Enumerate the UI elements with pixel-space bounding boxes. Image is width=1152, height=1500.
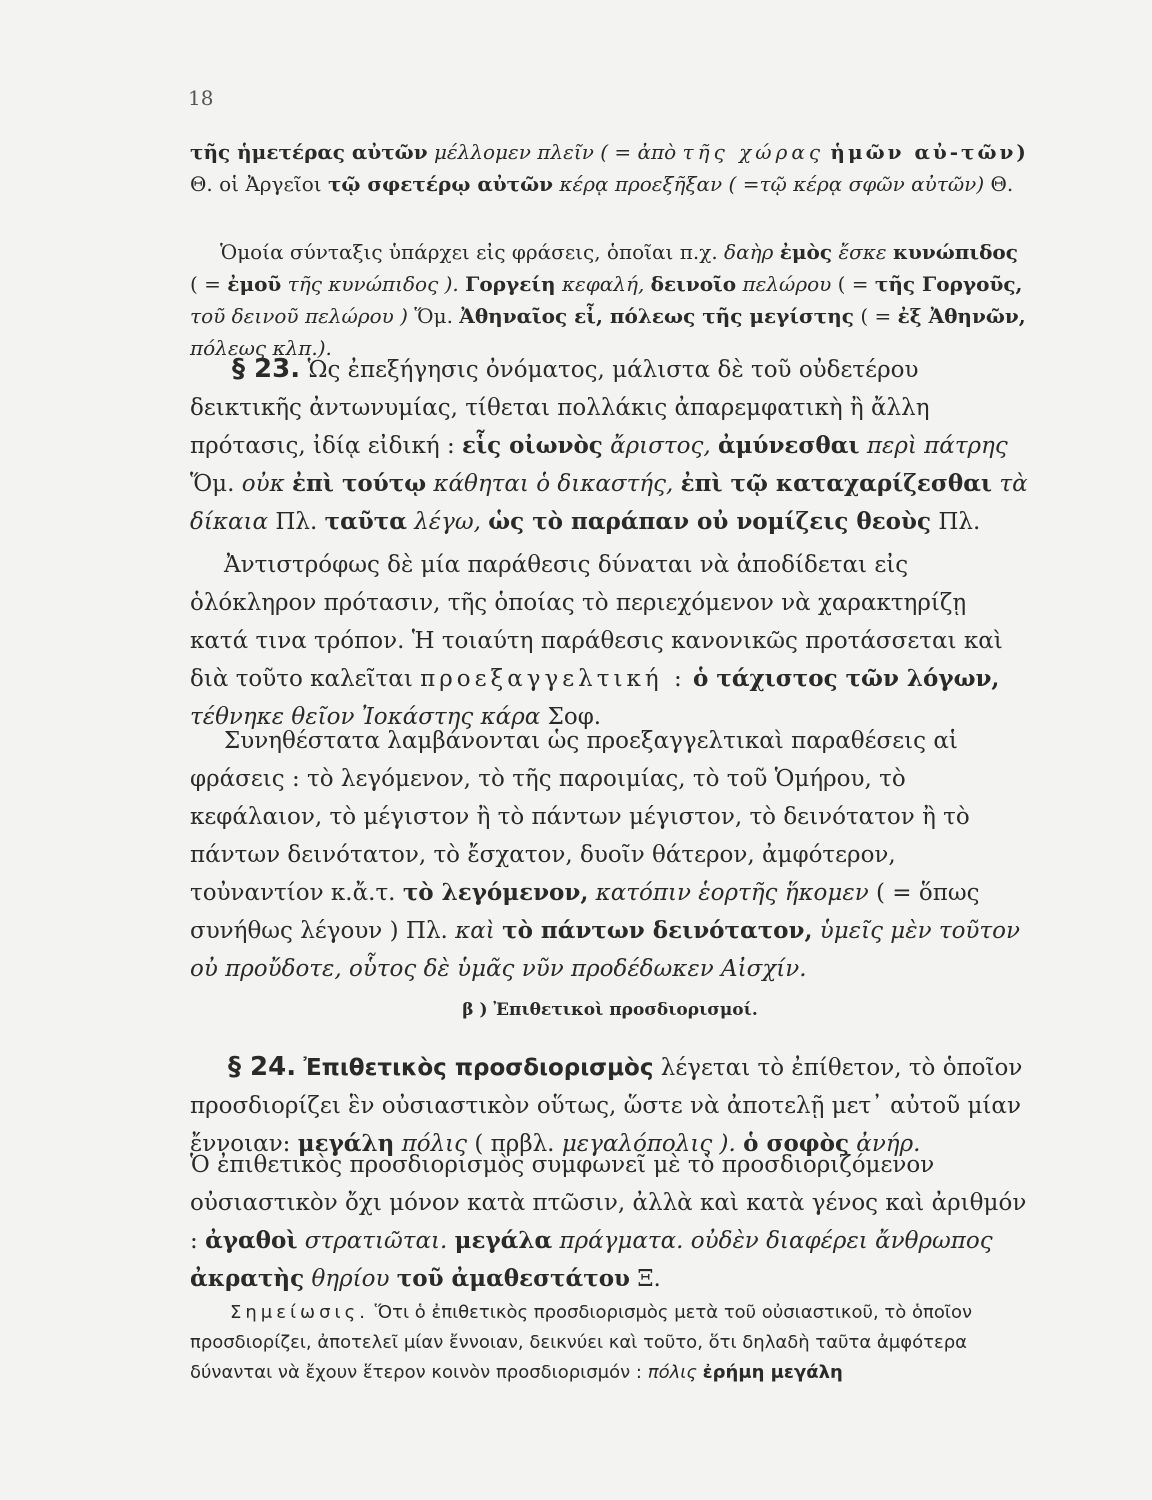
text: ( = (860, 304, 892, 328)
text: Συνηθέστατα λαμβάνονται ὡς προεξαγγελτικαὶ παραθέσεις αἱ φράσεις : τὸ λεγόμενον, τὸ τῆς παροιμίας, τὸ τοῦ Ὁμήρου, τὸ κεφάλαιον, τὸ μέγιστον ἢ τὸ πάντων μέγιστον, τὸ δεινότατον ἢ τὸ πάντων δεινότατον, τὸ ἔσχατον, δυοῖν θάτερον, ἀμφότερον, τοὐναντίον κ.ἄ.τ. (190, 728, 970, 906)
text: Ὅμ. (190, 471, 235, 497)
italic-text: πράγματα. οὐδὲν διαφέρει ἄνθρωπος (559, 1228, 993, 1254)
bold-text: Ἀθηναῖος εἶ, πόλεως τῆς μεγίστης (459, 304, 854, 328)
bold-text: μεγάλα (454, 1227, 553, 1254)
italic-text: στρατιῶται. (304, 1228, 448, 1254)
bold-spaced-text: ἡμῶν αὐ-τῶν) (830, 140, 1029, 164)
italic-text: λέγω, (414, 509, 481, 535)
italic-text: τοῦ δεινοῦ πελώρου ) (190, 304, 408, 328)
section-23 (190, 350, 1030, 541)
text: Πλ. (938, 509, 981, 535)
text: Ὁμοία σύνταξις ὑπάρχει εἰς φράσεις, ὁποῖαι π.χ. (220, 240, 718, 264)
bold-text: κυνώπιδος (892, 240, 1018, 264)
italic-text: πόλις (647, 1362, 697, 1383)
text: Ἀντιστρόφως δὲ μία παράθεσις δύναται νὰ ἀποδίδεται εἰς ὁλόκληρον πρότασιν, τῆς ὁποίας τὸ περιεχόμενον νὰ χαρακτηρίζῃ κατά τινα τρόπον. Ἡ τοιαύτη παράθεσις κανονικῶς προτάσσεται καὶ διὰ τοῦτο καλεῖται (190, 552, 1003, 692)
bold-text: τοῦ ἀμαθεστάτου (396, 1265, 631, 1292)
note-paragraph (190, 1298, 1030, 1388)
spaced-text: τῆς χώρας (682, 140, 825, 164)
bold-text: Γοργείη (465, 272, 556, 296)
subsection-heading: β ) Ἐπιθετικοὶ προσδιορισμοί. (462, 1000, 758, 1020)
bold-text: ἀγαθοὶ (205, 1227, 298, 1254)
text: Ξ. (637, 1266, 661, 1292)
italic-text: τὰ δίκαια (190, 471, 1028, 535)
text: ( = (190, 272, 221, 296)
italic-text: ἄριστος, (610, 433, 711, 459)
text: Θ. οἱ Ἀργεῖοι (190, 172, 322, 196)
paragraph-apposition (190, 546, 1030, 736)
italic-text: ἀνήρ. (856, 1131, 921, 1157)
italic-text: οὐκ (241, 471, 285, 497)
italic-text: πόλις (401, 1131, 468, 1157)
bold-text: ἀμύνεσθαι (717, 432, 860, 459)
text: ( = (837, 272, 869, 296)
italic-text: δαὴρ (724, 240, 774, 264)
italic-text: ἔσκε (838, 240, 887, 264)
italic-text: ὑμεῖς μὲν τοῦτον οὐ προὔδοτε, οὗτος δὲ ὑμᾶς νῦν προδέδωκεν (190, 918, 1020, 982)
text: Θ. (990, 172, 1014, 196)
italic-text: πελώρου (742, 272, 832, 296)
italic-text: Αἰσχίν. (721, 956, 807, 982)
section-number: § 23. (232, 354, 301, 384)
italic-text: ( =τῷ κέρᾳ σφῶν αὐτῶν) (728, 172, 985, 196)
text: ( πρβλ. (474, 1131, 555, 1157)
italic-text: κάθηται ὁ δικαστής, (433, 471, 674, 497)
paragraph-continuation (190, 136, 1030, 200)
italic-text: ( = ἀπὸ (600, 140, 677, 164)
bold-text: εἷς οἰωνὸς (462, 432, 603, 459)
text: Πλ. (405, 918, 448, 944)
paragraph-common-phrases (190, 722, 1030, 988)
bold-text: ὡς τὸ παράπαν οὐ νομίζεις θεοὺς (488, 508, 931, 535)
bold-text: τῷ σφετέρῳ αὐτῶν (327, 172, 553, 196)
italic-text: κεφαλή, (561, 272, 645, 296)
text: ( = ὅπως συνήθως λέγουν ) (190, 880, 980, 944)
text: Ὅτι ὁ ἐπιθετικὸς προσδιορισμὸς μετὰ τοῦ οὐσιαστικοῦ, τὸ ὁποῖον προσδιορίζει, ἀποτελεῖ μίαν ἔννοιαν, δεικνύει καὶ τοῦτο, ὅτι δηλαδὴ ταῦτα ἀμφότερα δύνανται νὰ ἔχουν ἕτερον κοινὸν προσδιορισμόν : (190, 1302, 973, 1383)
page-number: 18 (188, 86, 214, 110)
italic-text: καὶ (455, 918, 495, 944)
spaced-text: Σημείωσις. (230, 1302, 369, 1323)
italic-text: θηρίου (311, 1266, 390, 1292)
italic-text: πόλεως κλπ.). (190, 336, 332, 360)
bold-text: δεινοῖο (650, 272, 737, 296)
italic-text: μέλλομεν πλεῖν (433, 140, 594, 164)
paragraph-agreement (190, 1146, 1030, 1298)
bold-text: τὸ πάντων δεινότατον, (502, 917, 813, 944)
italic-text: περὶ πάτρης (866, 433, 1008, 459)
bold-text: ὁ τάχιστος τῶν λόγων, (693, 665, 1000, 692)
bold-text: τῆς ἡμετέρας αὐτῶν (190, 140, 428, 164)
paragraph-similar-syntax (190, 236, 1030, 364)
bold-text: τὸ λεγόμενον, (402, 879, 589, 906)
italic-text: μεγαλόπολις ). (561, 1131, 736, 1157)
bold-text: τῆς Γοργοῦς, (874, 272, 1023, 296)
bold-text: ὁ σοφὸς (743, 1130, 849, 1157)
bold-text: ταῦτα (324, 508, 407, 535)
text: Ὡς ἐπεξήγησις ὀνόματος, μάλιστα δὲ τοῦ οὐδετέρου δεικτικῆς ἀντωνυμίας, τίθεται πολλάκις ἀπαρεμφατικὴ ἢ ἄλλη πρότασις, ἰδίᾳ εἰδική : (190, 357, 930, 459)
bold-text: Ἐπιθετικὸς προσδιορισμὸς (303, 1055, 654, 1081)
text: Πλ. (275, 509, 318, 535)
spaced-text: προεξαγγελτική : (420, 666, 686, 692)
bold-text: ἐμὸς (779, 240, 833, 264)
bold-text: μεγάλη (297, 1130, 395, 1157)
italic-text: κέρᾳ προεξῆξαν (559, 172, 723, 196)
bold-text: ἀκρατὴς (190, 1265, 305, 1292)
text: Ὁ ἐπιθετικὸς προσδιορισμὸς συμφωνεῖ μὲ τὸ προσδιοριζόμενον οὐσιαστικὸν ὄχι μόνον κατὰ πτῶσιν, ἀλλὰ καὶ κατὰ γένος καὶ ἀριθμόν : (190, 1152, 1027, 1254)
section-number: § 24. (228, 1052, 297, 1082)
text: λέγεται τὸ ἐπίθετον, τὸ ὁποῖον προσδιορίζει ἓν οὐσιαστικὸν οὕτως, ὥστε νὰ ἀποτελῇ μετ᾿ αὐτοῦ μίαν ἔννοιαν: (190, 1055, 1023, 1157)
text: Σοφ. (547, 704, 602, 730)
bold-text: ἐπὶ τούτῳ (291, 470, 427, 497)
bold-text: ἐμοῦ (227, 272, 282, 296)
bold-text: ἐπὶ τῷ καταχαρίζεσθαι (680, 470, 993, 497)
italic-text: τέθνηκε θεῖον Ἰοκάστης κάρα (190, 704, 541, 730)
italic-text: κατόπιν ἑορτῆς ἥκομεν (595, 880, 869, 906)
bold-text: ἐρήμη μεγάλη (702, 1362, 843, 1383)
text: Ὅμ. (414, 304, 453, 328)
bold-text: ἐξ Ἀθηνῶν, (897, 304, 1026, 328)
italic-text: τῆς κυνώπιδος ). (287, 272, 459, 296)
